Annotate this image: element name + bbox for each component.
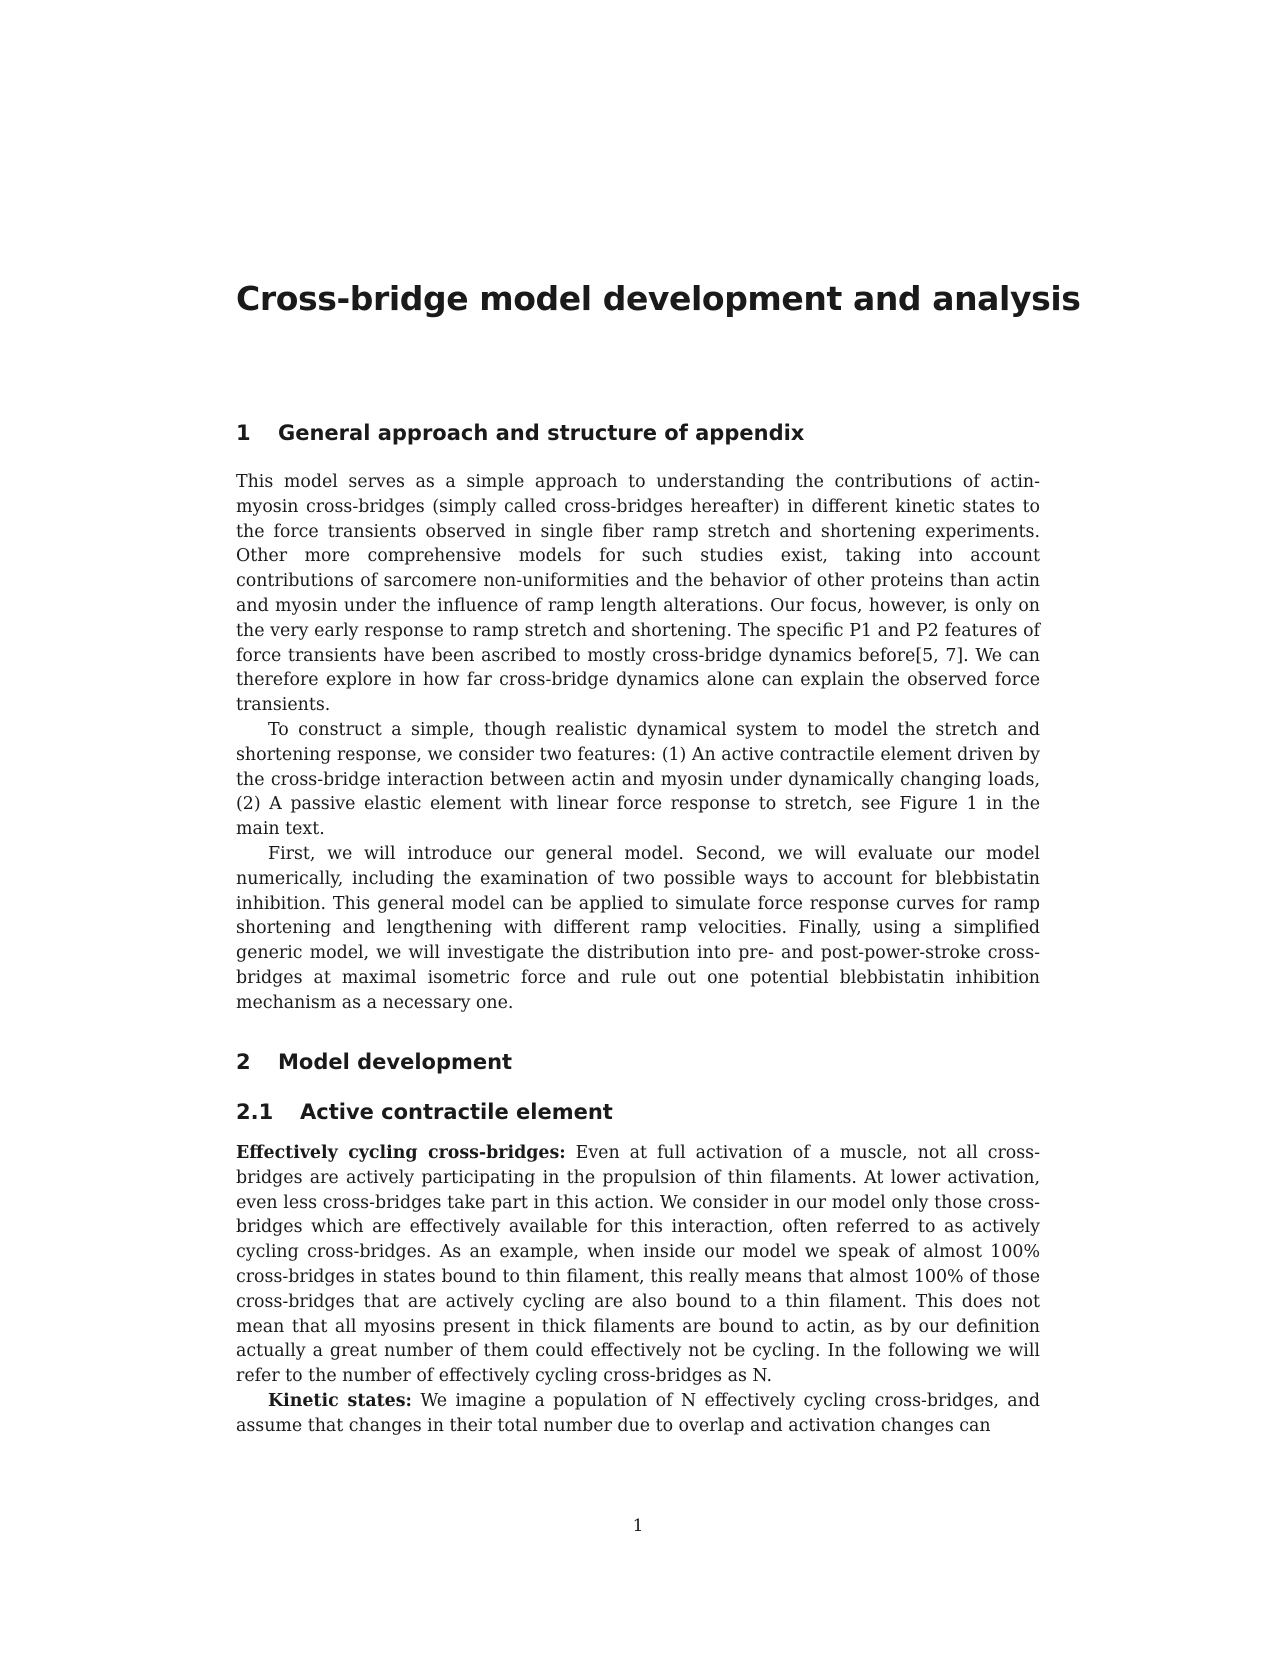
- paragraph: First, we will introduce our general model. Second, we will evaluate our model numerically, including the examination of two possible ways to account for blebbistatin inhibition. This general model can be applied to simulate force response curves for ramp shortening and lengthening with different ramp velocities. Finally, using a simplified generic model, we will investigate the distribution into pre- and post-power-stroke cross-bridges at maximal isometric force and rule out one potential blebbistatin inhibition mechanism as a necessary one.: [236, 843, 1040, 1013]
- paper-page: [236, 0, 1081, 1656]
- section-title: Model development: [278, 1050, 513, 1074]
- section-1-body: [236, 470, 1040, 1016]
- paragraph: To construct a simple, though realistic dynamical system to model the stretch and shortening response, we consider two features: (1) An active contractile element driven by the cross-bridge interaction between actin and myosin under dynamically changing loads, (2) A passive elastic element with linear force response to stretch, see Figure 1 in the main text.: [236, 719, 1040, 840]
- section-2-heading: [236, 1050, 512, 1074]
- subsection-number: 2.1: [236, 1100, 274, 1124]
- page-number: 1: [632, 1516, 644, 1536]
- paragraph: [236, 1141, 1040, 1389]
- subsection-2-1-heading: [236, 1100, 613, 1124]
- paragraph-text: Even at full activation of a muscle, not all cross-bridges are actively participating in the propulsion of thin filaments. At lower activation, even less cross-bridges take part in this action. We consider in our model only those cross-bridges which are effectively available for this interaction, often referred to as actively cycling cross-bridges. As an example, when inside our model we speak of almost 100% cross-bridges in states bound to thin filament, this really means that almost 100% of those cross-bridges that are actively cycling are also bound to a thin filament. This does not mean that all myosins present in thick filaments are bound to actin, as by our definition actually a great number of them could effectively not be cycling. In the following we will refer to the number of effectively cycling cross-bridges as N.: [236, 1143, 1040, 1387]
- paragraph: This model serves as a simple approach to understanding the contributions of actin-myosin cross-bridges (simply called cross-bridges hereafter) in different kinetic states to the force transients observed in single fiber ramp stretch and shortening experiments. Other more comprehensive models for such studies exist, taking into account contributions of sarcomere non-uniformities and the behavior of other proteins than actin and myosin under the influence of ramp length alterations. Our focus, however, is only on the very early response to ramp stretch and shortening. The specific P1 and P2 features of force transients have been ascribed to mostly cross-bridge dynamics before[5, 7]. We can therefore explore in how far cross-bridge dynamics alone can explain the observed force transients.: [236, 472, 1040, 716]
- subsection-title: Active contractile element: [300, 1100, 613, 1124]
- subsection-2-1-body: [236, 1141, 1040, 1439]
- section-title: General approach and structure of appendix: [278, 421, 805, 445]
- section-number: 1: [236, 421, 251, 445]
- section-1-heading: [236, 421, 804, 445]
- section-number: 2: [236, 1050, 251, 1074]
- paragraph-text: We imagine a population of N effectively cycling cross-bridges, and assume that changes in their total number due to overlap and activation changes can: [236, 1390, 1040, 1436]
- paragraph-lead: Effectively cycling cross-bridges:: [236, 1143, 566, 1163]
- paragraph: [236, 1389, 1040, 1439]
- paper-title: Cross-bridge model development and analysis: [236, 279, 1081, 318]
- paragraph-lead: Kinetic states:: [268, 1390, 412, 1411]
